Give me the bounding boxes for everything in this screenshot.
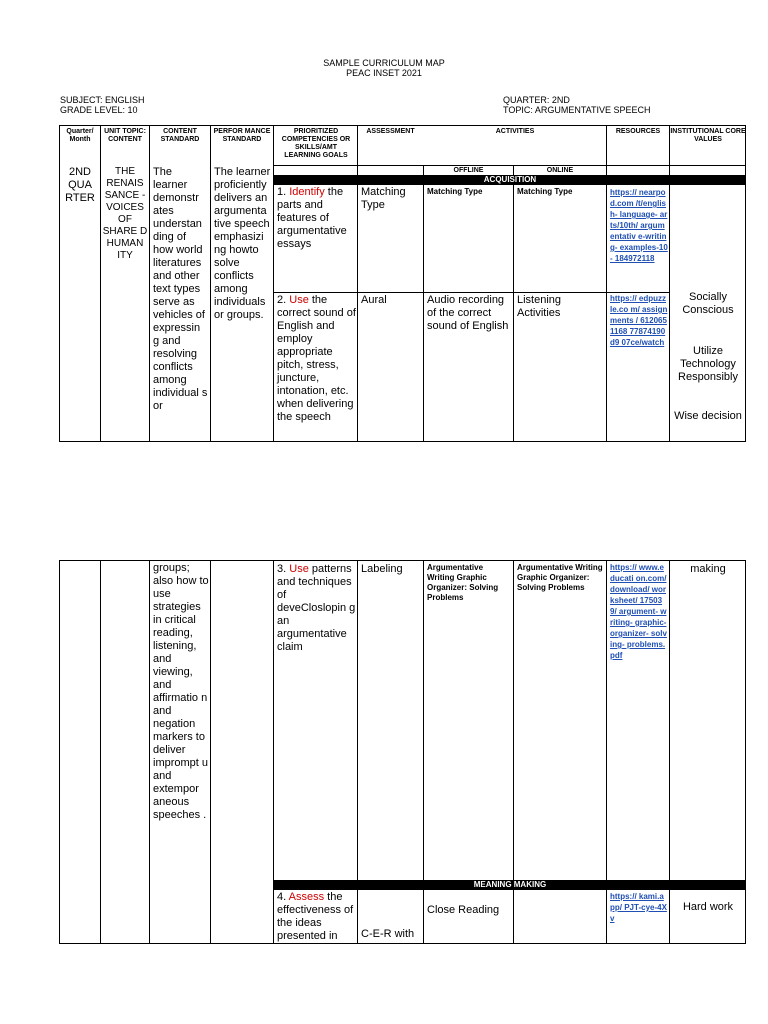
unit-cell: THE RENAIS SANCE - VOICES OF SHARE D HUMAN ITY: [102, 166, 148, 261]
resource-link-3[interactable]: https:// www.educati on.com/ download/ worksheet/ 175039/ argument- writing- graphic- organizer- solving- problems.pdf: [610, 563, 667, 660]
header-resources: RESOURCES: [615, 128, 661, 135]
header-unit: UNIT TOPIC: CONTENT: [104, 128, 146, 143]
resource-link-4[interactable]: https:// kami.app/ PJT-cye-4Xv: [610, 892, 667, 923]
competency-4-text: the effectiveness of the ideas presented in: [277, 891, 354, 942]
core-value-2: Utilize Technology Responsibly: [678, 345, 738, 383]
performance-standard-cell: The learner proficiently delivers an argumenta tive speech emphasizi ng howto solve conflicts among individuals or groups.: [214, 166, 271, 321]
header-core-values: INSTITUTIONAL CORE VALUES: [670, 128, 746, 143]
competency-1-number: 1.: [277, 186, 287, 198]
competency-4-number: 4.: [277, 891, 287, 903]
competency-2-number: 2.: [277, 294, 287, 306]
header-online: ONLINE: [546, 167, 574, 174]
competency-2-verb: Use: [289, 294, 309, 306]
header-competencies: PRIORITIZED COMPETENCIES OR SKILLS/AMT LEARNING GOALS: [281, 128, 351, 159]
content-standard-cell: The learner demonstr ates understan ding of how world literatures and other text types serve as vehicles of expressin g and resolving conflicts among individual s or: [153, 166, 208, 412]
grade-label: GRADE LEVEL: 10: [60, 105, 138, 115]
core-value-4: Hard work: [682, 901, 734, 913]
core-value-1: Socially Conscious: [682, 291, 734, 316]
quarter-label: QUARTER: 2ND: [503, 95, 570, 105]
assessment-4: C-E-R with: [361, 928, 415, 940]
competency-1-text: the parts and features of argumentative essays: [277, 186, 347, 250]
resource-link-1[interactable]: https:// nearpod.com /t/english- language- arts/10th/ argumentativ e-writing- examples-10- 184972118: [610, 188, 668, 263]
online-activity-2: Listening Activities: [517, 294, 562, 319]
competency-4: [277, 891, 356, 943]
subject-label: SUBJECT: ENGLISH: [60, 95, 145, 105]
core-value-3: Wise decision: [674, 410, 742, 422]
meaning-making-band: MEANING MAKING: [274, 880, 746, 890]
core-value-continued: making: [690, 563, 726, 575]
header-content-standard: CONTENT STANDARD: [160, 128, 200, 143]
header-performance-standard: PERFOR MANCE STANDARD: [213, 128, 271, 143]
assessment-3: Labeling: [361, 563, 403, 575]
header-offline: OFFLINE: [453, 167, 484, 174]
assessment-2: Aural: [361, 294, 387, 306]
acquisition-band: ACQUISITION: [274, 175, 746, 185]
competency-4-verb: Assess: [288, 891, 325, 903]
competency-3-verb: Use: [289, 563, 309, 575]
offline-activity-4: Close Reading: [427, 904, 500, 916]
assessment-1: Matching Type: [361, 186, 406, 211]
competency-2-text: the correct sound of English and employ appropriate pitch, stress, juncture, intonation, etc. when delivering the speech: [277, 294, 356, 423]
resource-link-2[interactable]: https:// edpuzzle.co m/ assignments / 6120651168 77874190d9 07ce/watch: [610, 294, 668, 347]
online-activity-3: Argumentative Writing Graphic Organizer: Solving Problems: [517, 563, 603, 592]
competency-3: [277, 563, 356, 654]
competency-1-verb: Identify: [289, 186, 325, 198]
header-assessment: ASSESSMENT: [366, 128, 415, 135]
offline-activity-2: Audio recording of the correct sound of English: [427, 294, 509, 332]
doc-subtitle: PEAC INSET 2021: [346, 68, 422, 78]
offline-activity-1: Matching Type: [427, 187, 483, 196]
competency-1: [277, 186, 356, 251]
offline-activity-3: Argumentative Writing Graphic Organizer: Solving Problems: [427, 563, 499, 602]
doc-title: SAMPLE CURRICULUM MAP: [323, 58, 445, 68]
online-activity-1: Matching Type: [517, 187, 573, 196]
competency-2: [277, 294, 356, 424]
content-standard-continued: groups; also how to use strategies in critical reading, listening, and viewing, and affirmatio n and negation markers to deliver imprompt u and extempor aneous speeches .: [153, 562, 209, 821]
topic-label: TOPIC: ARGUMENTATIVE SPEECH: [503, 105, 651, 115]
quarter-cell: 2ND QUA RTER: [65, 166, 95, 204]
header-activities: ACTIVITIES: [495, 128, 535, 135]
competency-3-number: 3.: [277, 563, 287, 575]
header-quarter: Quarter/ Month: [66, 128, 94, 143]
competency-3-text: patterns and techniques of deveCloslopin g an argumentative claim: [277, 563, 356, 653]
